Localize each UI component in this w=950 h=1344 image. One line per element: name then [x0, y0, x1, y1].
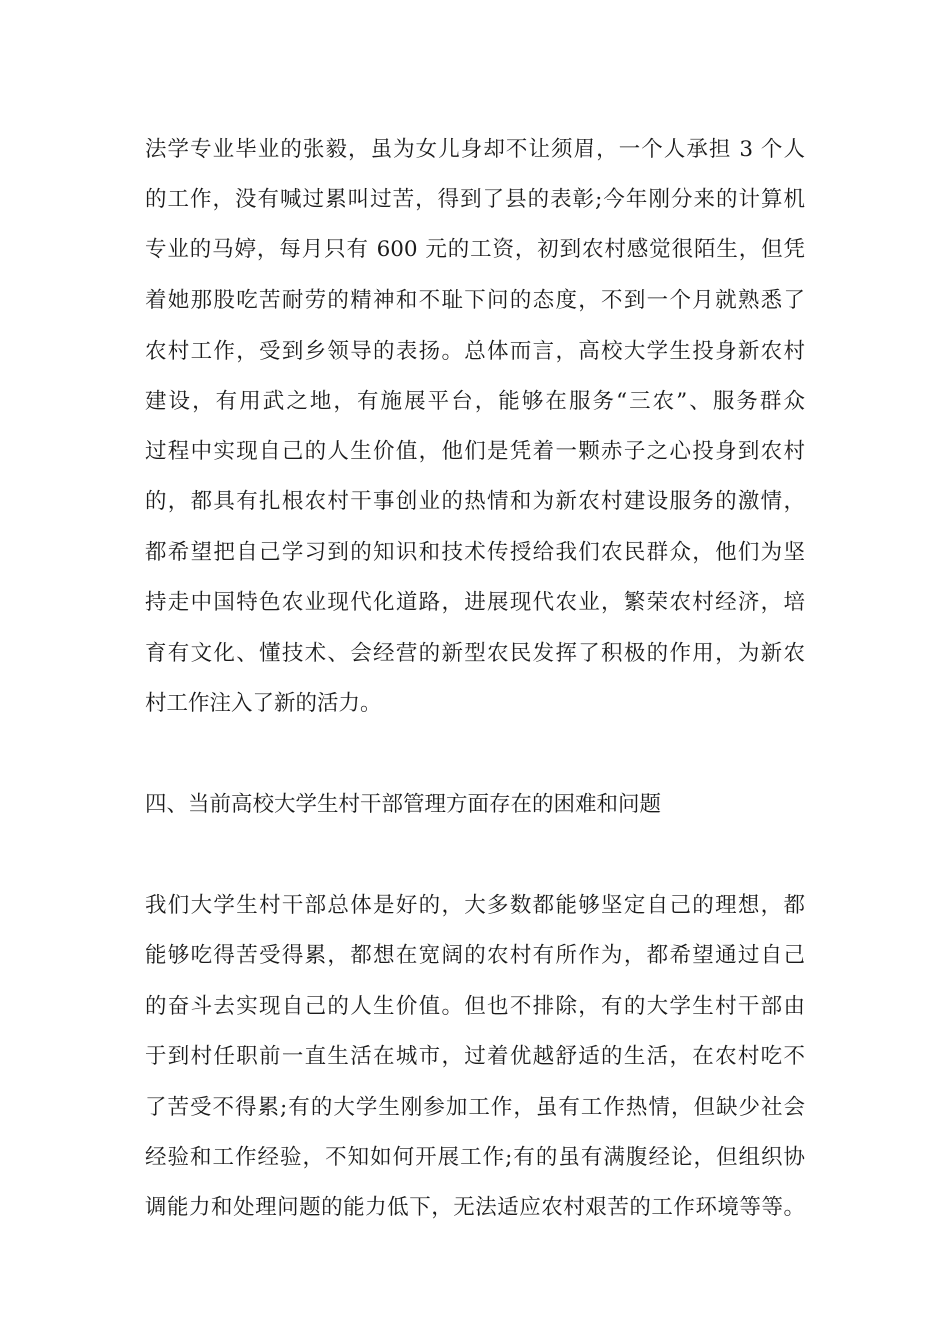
- paragraph-2-line-7: 调能力和处理问题的能力低下，无法适应农村艰苦的工作环境等等。: [145, 1195, 805, 1220]
- paragraph-1-line-11: 育有文化、懂技术、会经营的新型农民发挥了积极的作用，为新农: [145, 641, 805, 666]
- paragraph-1-line-10: 持走中国特色农业现代化道路，进展现代农业，繁荣农村经济，培: [145, 590, 805, 615]
- paragraph-1-line-1: 法学专业毕业的张毅，虽为女儿身却不让须眉，一个人承担 3 个人: [145, 137, 805, 162]
- paragraph-2-line-3: 的奋斗去实现自己的人生价值。但也不排除，有的大学生村干部由: [145, 994, 805, 1019]
- paragraph-1-line-7: 过程中实现自己的人生价值，他们是凭着一颗赤子之心投身到农村: [145, 439, 805, 464]
- paragraph-1-line-8: 的，都具有扎根农村干事创业的热情和为新农村建设服务的激情，: [145, 489, 805, 514]
- paragraph-2-line-1: 我们大学生村干部总体是好的，大多数都能够坚定自己的理想，都: [145, 893, 805, 918]
- paragraph-2-line-2: 能够吃得苦受得累，都想在宽阔的农村有所作为，都希望通过自己: [145, 943, 805, 968]
- paragraph-2-line-6: 经验和工作经验，不知如何开展工作;有的虽有满腹经论，但组织协: [145, 1145, 805, 1170]
- paragraph-1-line-2: 的工作，没有喊过累叫过苦，得到了县的表彰;今年刚分来的计算机: [145, 187, 805, 212]
- paragraph-1-line-4: 着她那股吃苦耐劳的精神和不耻下问的态度，不到一个月就熟悉了: [145, 288, 805, 313]
- section-heading: 四、当前高校大学生村干部管理方面存在的困难和问题: [145, 792, 662, 817]
- paragraph-1-line-3: 专业的马婷，每月只有 600 元的工资，初到农村感觉很陌生，但凭: [145, 237, 805, 262]
- paragraph-1-line-5: 农村工作，受到乡领导的表扬。总体而言，高校大学生投身新农村: [145, 339, 805, 364]
- paragraph-1-line-9: 都希望把自己学习到的知识和技术传授给我们农民群众，他们为坚: [145, 540, 805, 565]
- paragraph-1-line-12: 村工作注入了新的活力。: [145, 691, 382, 716]
- paragraph-1-line-6: 建设，有用武之地，有施展平台，能够在服务“三农”、服务群众: [145, 389, 805, 414]
- paragraph-2-line-5: 了苦受不得累;有的大学生刚参加工作，虽有工作热情，但缺少社会: [145, 1095, 805, 1120]
- paragraph-2-line-4: 于到村任职前一直生活在城市，过着优越舒适的生活，在农村吃不: [145, 1044, 805, 1069]
